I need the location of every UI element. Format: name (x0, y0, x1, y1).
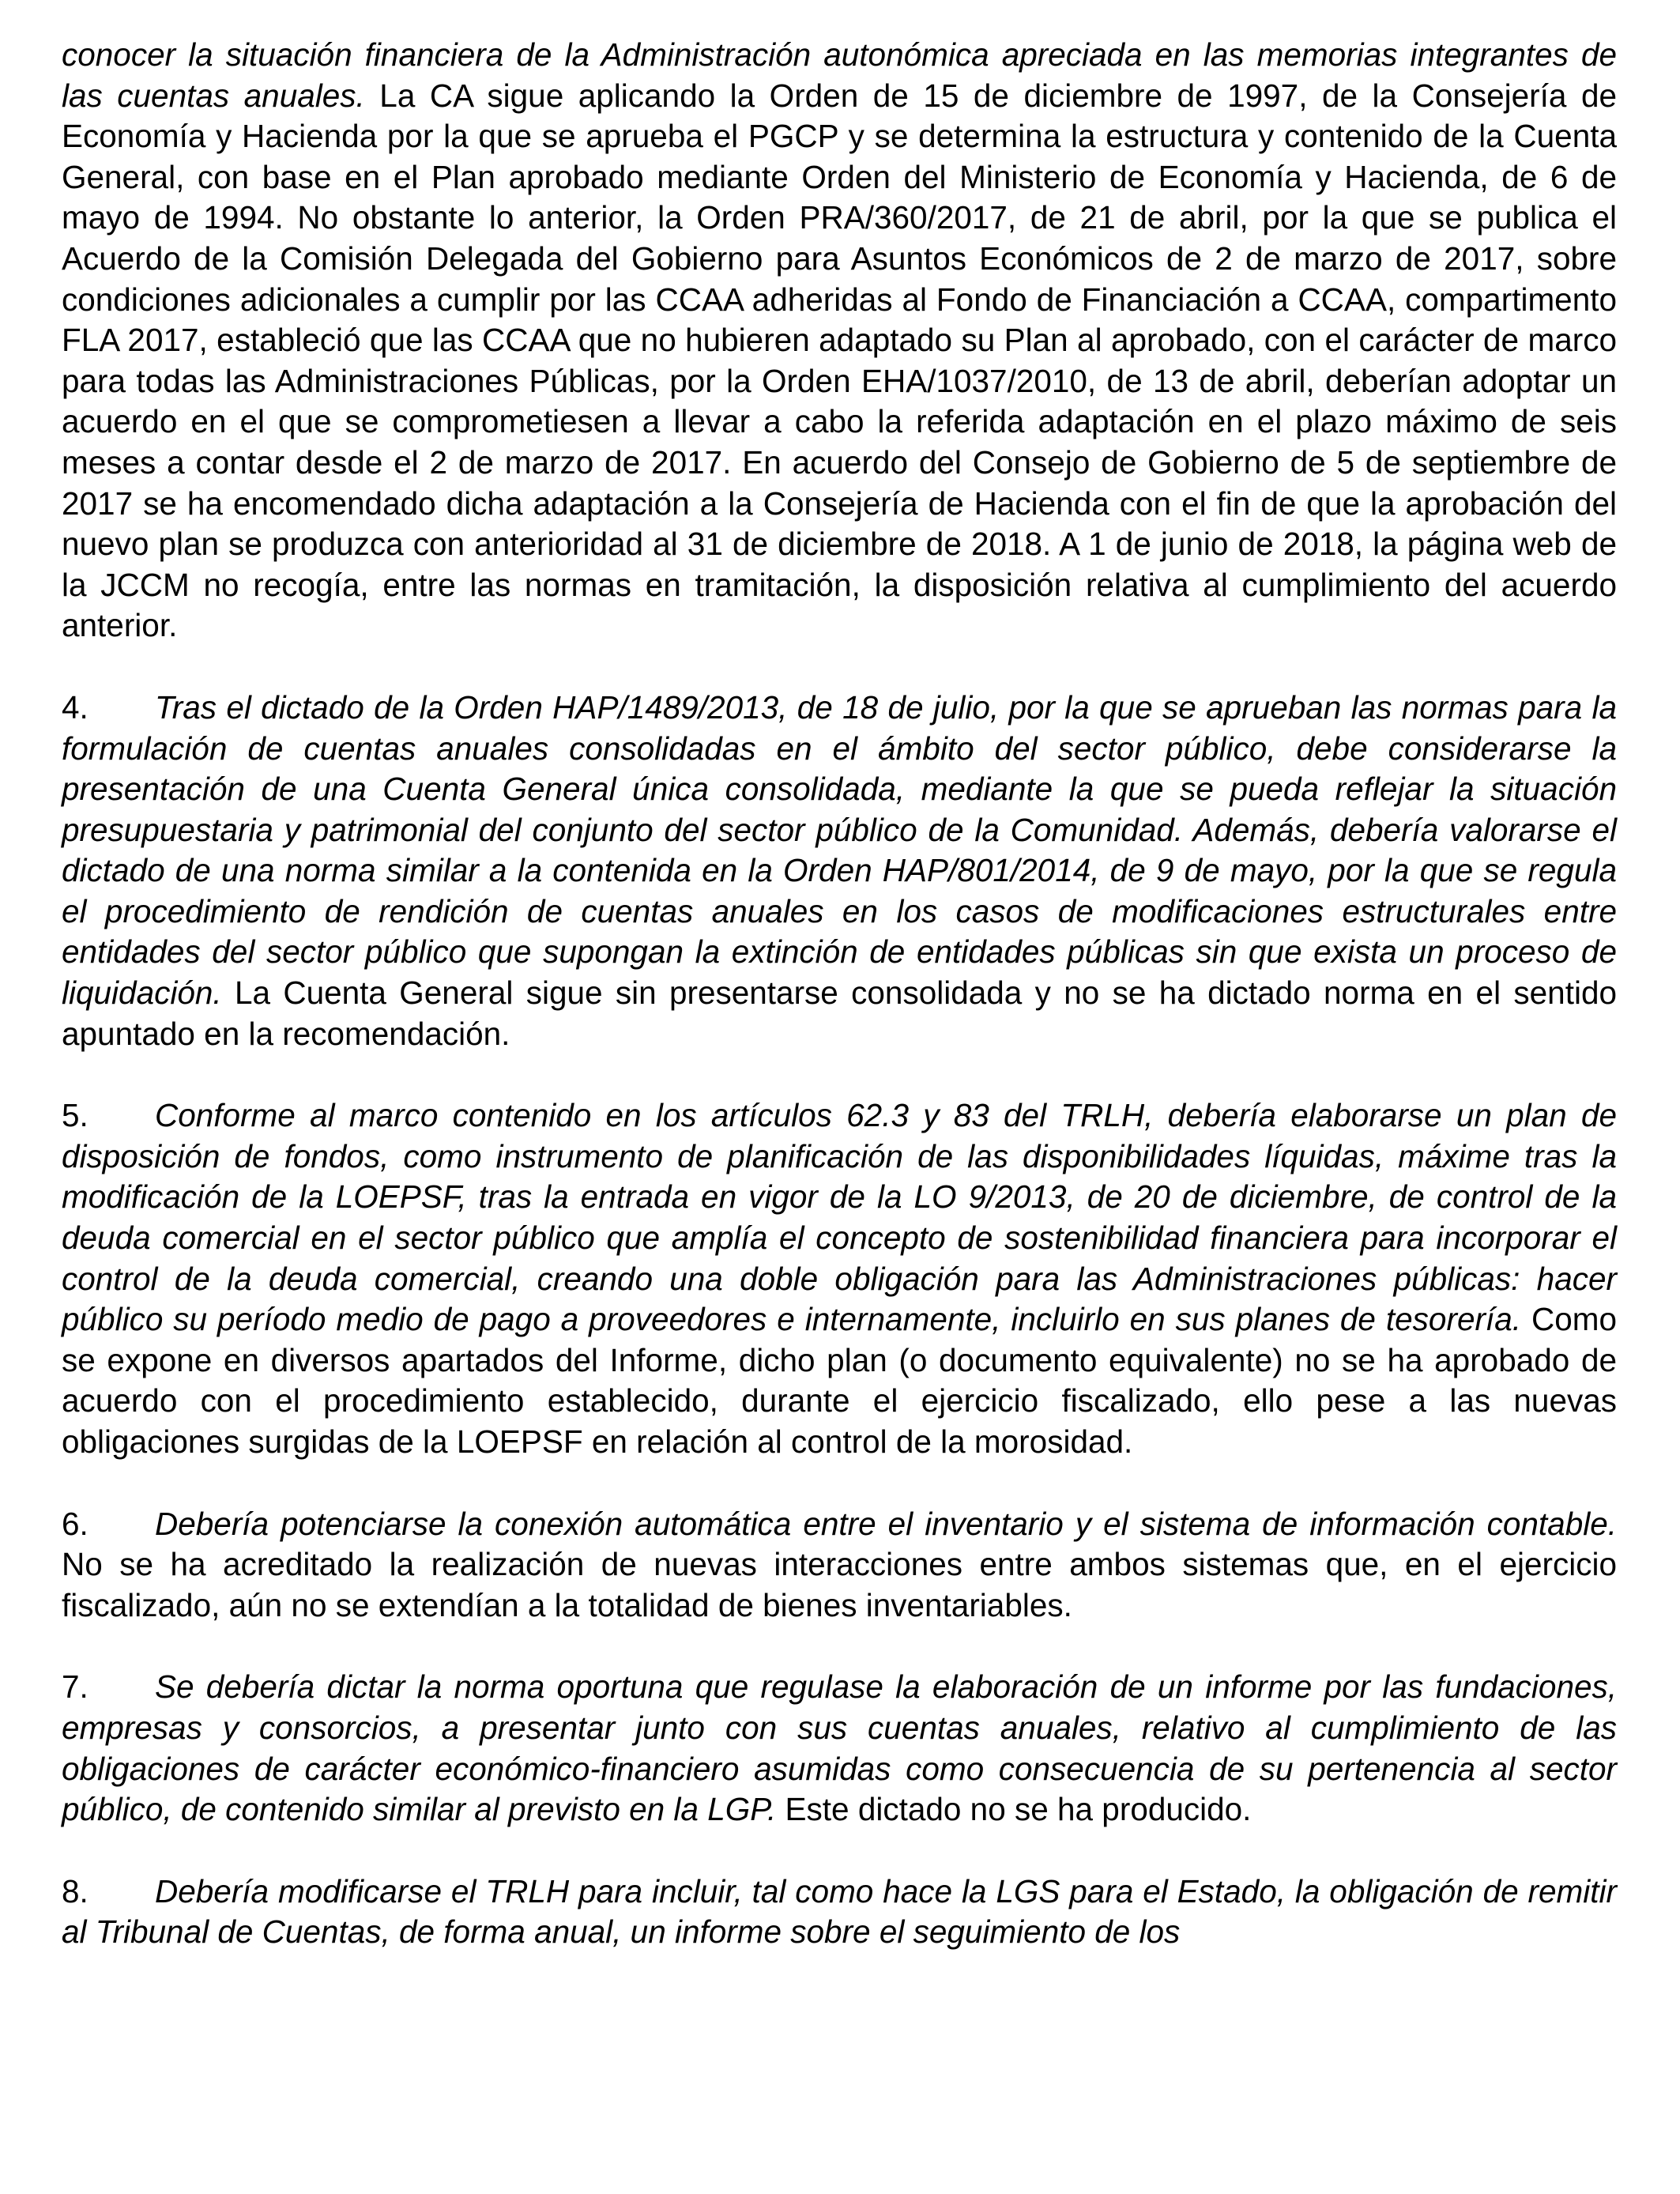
item-number: 4. (62, 688, 89, 726)
assessment-text: Este dictado no se ha producido. (776, 1791, 1252, 1828)
recommendation-6 (62, 1504, 1617, 1627)
recommendation-text: Conforme al marco contenido en los artículos 62.3 y 83 del TRLH, debería elaborarse un plan de disposición de fondos, como instrumento de planificación de las disponibilidades líquidas, máxime tras la modificación de la LOEPSF, tras la entrada en vigor de la LO 9/2013, de 20 de diciembre, de control de la deuda comercial en el sector público que amplía el concepto de sostenibilidad financiera para incorporar el control de la deuda comercial, creando una doble obligación para las Administraciones públicas: hacer público su período medio de pago a proveedores e internamente, incluirlo en sus planes de tesorería. (62, 1097, 1617, 1338)
assessment-text: Como se expone en diversos apartados del Informe, dicho plan (o documento equivalente) no se ha aprobado de acuerdo con el procedimiento establecido, durante el ejercicio fiscalizado, ello pese a las nuevas obligaciones surgidas de la LOEPSF en relación al control de la morosidad. (62, 1301, 1617, 1460)
item-number: 8. (62, 1872, 89, 1909)
item-number: 5. (62, 1097, 89, 1134)
recommendation-text: Tras el dictado de la Orden HAP/1489/2013, de 18 de julio, por la que se aprueban las normas para la formulación de cuentas anuales consolidadas en el ámbito del sector público, debe considerarse la presentación de una Cuenta General única consolidada, mediante la que se pueda reflejar la situación presupuestaria y patrimonial del conjunto del sector público de la Comunidad. Además, debería valorarse el dictado de una norma similar a la contenida en la Orden HAP/801/2014, de 9 de mayo, por la que se regula el procedimiento de rendición de cuentas anuales en los casos de modificaciones estructurales entre entidades del sector público que supongan la extinción de entidades públicas sin que exista un proceso de liquidación. (62, 688, 1617, 1012)
recommendation-text: Debería potenciarse la conexión automática entre el inventario y el sistema de información contable. (155, 1505, 1617, 1542)
item-number: 7. (62, 1668, 89, 1706)
recommendation-text: Debería modificarse el TRLH para incluir, tal como hace la LGS para el Estado, la obligación de remitir al Tribunal de Cuentas, de forma anual, un informe sobre el seguimiento de los (62, 1872, 1617, 1951)
recommendation-7 (62, 1667, 1617, 1830)
intro-paragraph (62, 35, 1617, 647)
assessment-text: No se ha acreditado la realización de nuevas interacciones entre ambos sistemas que, en el ejercicio fiscalizado, aún no se extendían a la totalidad de bienes inventariables. (62, 1546, 1617, 1623)
intro-plain-text: La CA sigue aplicando la Orden de 15 de diciembre de 1997, de la Consejería de Economía y Hacienda por la que se aprueba el PGCP y se determina la estructura y contenido de la Cuenta General, con base en el Plan aprobado mediante Orden del Ministerio de Economía y Hacienda, de 6 de mayo de 1994. No obstante lo anterior, la Orden PRA/360/2017, de 21 de abril, por la que se publica el Acuerdo de la Comisión Delegada del Gobierno para Asuntos Económicos de 2 de marzo de 2017, sobre condiciones adicionales a cumplir por las CCAA adheridas al Fondo de Financiación a CCAA, compartimento FLA 2017, estableció que las CCAA que no hubieren adaptado su Plan al aprobado, con el carácter de marco para todas las Administraciones Públicas, por la Orden EHA/1037/2010, de 13 de abril, deberían adoptar un acuerdo en el que se comprometiesen a llevar a cabo la referida adaptación en el plazo máximo de seis meses a contar desde el 2 de marzo de 2017. En acuerdo del Consejo de Gobierno de 5 de septiembre de 2017 se ha encomendado dicha adaptación a la Consejería de Hacienda con el fin de que la aprobación del nuevo plan se produzca con anterioridad al 31 de diciembre de 2018. A 1 de junio de 2018, la página web de la JCCM no recogía, entre las normas en tramitación, la disposición relativa al cumplimiento del acuerdo anterior. (62, 77, 1617, 644)
item-number: 6. (62, 1505, 89, 1542)
recommendation-5 (62, 1095, 1617, 1462)
recommendation-4 (62, 688, 1617, 1054)
intro-italic-text: conocer la situación financiera de la Administración autonómica apreciada en las memorias integrantes de las cuentas anuales. (62, 36, 1617, 114)
recommendation-text: Se debería dictar la norma oportuna que regulase la elaboración de un informe por las fundaciones, empresas y consorcios, a presentar junto con sus cuentas anuales, relativo al cumplimiento de las obligaciones de carácter económico-financiero asumidas como consecuencia de su pertenencia al sector público, de contenido similar al previsto en la LGP. (62, 1668, 1617, 1828)
recommendation-8 (62, 1872, 1617, 1953)
assessment-text: La Cuenta General sigue sin presentarse consolidada y no se ha dictado norma en el sentido apuntado en la recomendación. (62, 974, 1617, 1052)
